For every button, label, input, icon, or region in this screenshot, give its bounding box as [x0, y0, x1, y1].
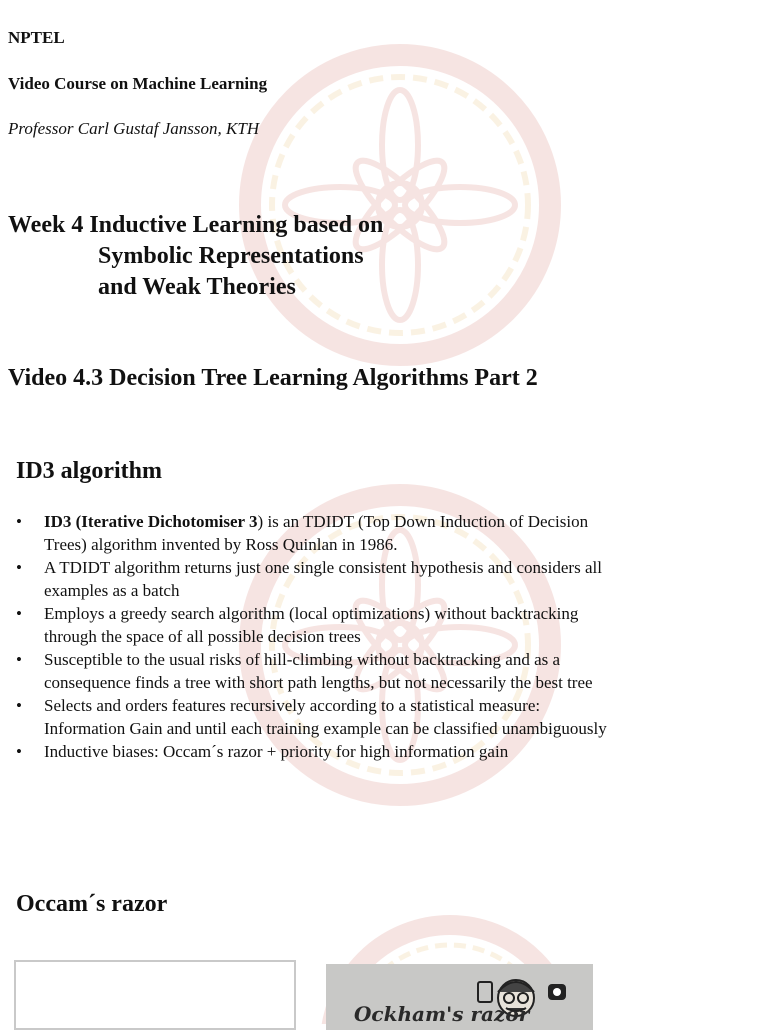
bullet-icon: •: [16, 604, 22, 623]
ockham-caption: Ockham's razor: [354, 1002, 530, 1026]
bullet-text: Employs a greedy search algorithm (local optimizations) without backtracking through the space of all possible decision trees: [44, 604, 579, 646]
list-item: [16, 602, 616, 648]
org-label: NPTEL: [8, 28, 65, 47]
list-item: [16, 740, 616, 763]
nptel-watermark-logo: [225, 40, 575, 370]
week-title-line2: Symbolic Representations: [98, 243, 364, 269]
bullet-icon: •: [16, 512, 22, 531]
list-item: [16, 648, 616, 694]
course-title: Video Course on Machine Learning: [8, 74, 268, 93]
bullet-text: Inductive biases: Occam´s razor + priority for high information gain: [44, 742, 509, 761]
bullet-text: ) is an TDIDT (Top Down Induction of Decision Trees) algorithm invented by Ross Quinlan in 1986.: [44, 512, 589, 554]
occam-heading: Occam´s razor: [16, 891, 168, 917]
professor-line: Professor Carl Gustaf Jansson, KTH: [8, 119, 260, 138]
week-title-line3: and Weak Theories: [98, 274, 296, 300]
bullet-icon: •: [16, 696, 22, 715]
bullet-icon: •: [16, 742, 22, 761]
bullet-icon: •: [16, 558, 22, 577]
blank-image-frame: [14, 960, 296, 1030]
id3-bullet-list: [16, 510, 616, 763]
bullet-bold-term: ID3 (Iterative Dichotomiser 3: [44, 512, 258, 531]
list-item: [16, 510, 616, 556]
ockham-razor-image: [326, 964, 593, 1030]
bullet-icon: •: [16, 650, 22, 669]
bullet-text: Selects and orders features recursively according to a statistical measure: Information Gain and until each training example can be classified unambiguously: [44, 696, 607, 738]
list-item: [16, 694, 616, 740]
bullet-text: Susceptible to the usual risks of hill-climbing without backtracking and as a consequence finds a tree with short path lengths, but not necessarily the best tree: [44, 650, 593, 692]
video-title: Video 4.3 Decision Tree Learning Algorithms Part 2: [8, 365, 538, 391]
week-title-line1: Week 4 Inductive Learning based on: [8, 212, 384, 238]
list-item: [16, 556, 616, 602]
bullet-text: A TDIDT algorithm returns just one single consistent hypothesis and considers all examples as a batch: [44, 558, 602, 600]
id3-heading: ID3 algorithm: [16, 458, 162, 484]
